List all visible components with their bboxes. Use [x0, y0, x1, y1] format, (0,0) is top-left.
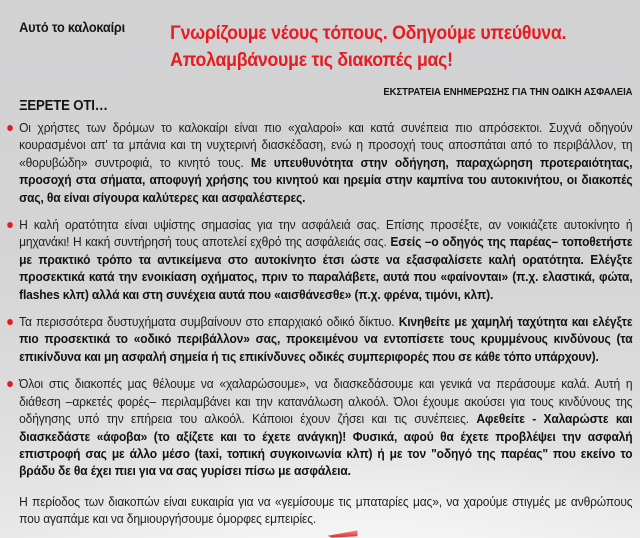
bullet-dot-icon	[7, 319, 12, 325]
section-title: ΞΕΡΕΤΕ ΟΤΙ…	[19, 98, 108, 114]
bullet-dot-icon	[7, 222, 12, 228]
tip-text-bold: Κινηθείτε με χαμηλή ταχύτητα και ελέγξτε πιο προσεκτικά το «οδικό περιβάλλον» σας, προκειμένου να εντοπίσετε τους κρυμμένους κινδύνους (τα επικίνδυνα και μη ασφαλή σημεία ή τις επικίνδυνες οδικές συμπεριφορές που σε κάθε τόπο υπάρχουν).	[19, 314, 633, 364]
tip-text-bold: Αφεθείτε - Χαλαρώστε και διασκεδάστε «άφοβα» (το αξίζετε και το έχετε ανάγκη)! Φυσικά, αφού θα έχετε προβλέψει την ασφαλή επιστροφή σας με άλλο μέσο (taxi, τοπική συγκοινωνία κλπ) ή με τον "οδηγό της παρέας" που εκείνο το βράδυ δε θα έχει πιει για να σας γυρίσει πίσω με ασφάλεια.	[19, 411, 633, 479]
closing-paragraph: Η περίοδος των διακοπών είναι ευκαιρία για να «γεμίσουμε τις μπαταρίες μας», να χαρούμε στιγμές με ανθρώπους που αγαπάμε και να δημιουργήσουμε όμορφες εμπειρίες.	[19, 493, 633, 527]
headline-line-1: Γνωρίζουμε νέους τόπους. Οδηγούμε υπεύθυνα.	[170, 22, 567, 44]
tip-item-3	[19, 313, 632, 365]
tip-text-regular: Η καλή ορατότητα είναι υψίστης σημασίας για την ασφάλειά σας. Επίσης προσέξτε, αν νοικιάζετε αυτοκίνητο ή μηχανάκι! Η κακή συντήρησή τους αποτελεί εχθρό της ασφάλειάς σας.	[19, 217, 633, 250]
kicker-text: Αυτό το καλοκαίρι	[19, 19, 125, 35]
tip-text-bold: Εσείς –ο οδηγός της παρέας– τοποθετήστε με πρακτικό τρόπο τα αντικείμενα στο αυτοκίνητο έτσι ώστε να εξασφαλίσετε καλή ορατότητα. Ελέγξτε προσεκτικά κατά την ενοικίαση οχήματος, πριν το παραλάβετε, αυτά που «φαίνονται» (π.χ. ελαστικά, φώτα, flashes κλπ) αλλά και στη συνέχεια αυτά που «αισθάνεσθε» (π.χ. φρένα, τιμόνι, κλπ).	[19, 234, 633, 302]
tip-text-regular: Όλοι στις διακοπές μας θέλουμε να «χαλαρώσουμε», να διασκεδάσουμε και γενικά να περάσουμε καλά. Αυτή η διάθεση –αρκετές φορές– περιλαμβάνει και την κατανάλωση αλκοόλ. Όλοι έχουμε ακούσει για τους κινδύνους της οδήγησης υπό την επήρεια του αλκοόλ. Κάποιοι έχουν ζήσει και τις συνέπειες.	[19, 376, 633, 427]
tip-text-bold: Με υπευθυνότητα στην οδήγηση, παραχώρηση προτεραιότητας, προσοχή στα σήματα, αποφυγή χρήσης του κινητού και ηρεμία στην καμπίνα του αυτοκινήτου, οι διακοπές σας, θα είναι σίγουρα καλύτερες και ασφαλέστερες.	[19, 154, 633, 205]
tip-item-4	[19, 375, 632, 479]
tip-text-regular: Τα περισσότερα δυστυχήματα συμβαίνουν στο επαρχιακό οδικό δίκτυο.	[19, 314, 399, 330]
headline-line-2: Απολαμβάνουμε τις διακοπές μας!	[170, 49, 453, 71]
tip-item-1	[19, 119, 632, 206]
tips-list	[19, 119, 632, 538]
campaign-banner: ΕΚΣΤΡΑΤΕΙΑ ΕΝΗΜΕΡΩΣΗΣ ΓΙΑ ΤΗΝ ΟΔΙΚΗ ΑΣΦΑΛΕΙΑ	[383, 86, 633, 98]
headline	[170, 20, 566, 74]
bullet-dot-icon	[7, 381, 12, 387]
bullet-dot-icon	[7, 125, 12, 131]
tip-text-regular: Οι χρήστες των δρόμων το καλοκαίρι είναι πιο «χαλαροί» και κατά συνέπεια πιο απρόσεκτοι. Συχνά οδηγούν κουρασμένοι απ' τα μπάνια και τη νυχτερινή διασκέδαση, ενώ η προσοχή τους αποσπάται από το περιβάλλον, τη «θορυβώδη» συντροφιά, το κινητό τους.	[19, 120, 633, 170]
tip-item-2	[19, 216, 632, 303]
